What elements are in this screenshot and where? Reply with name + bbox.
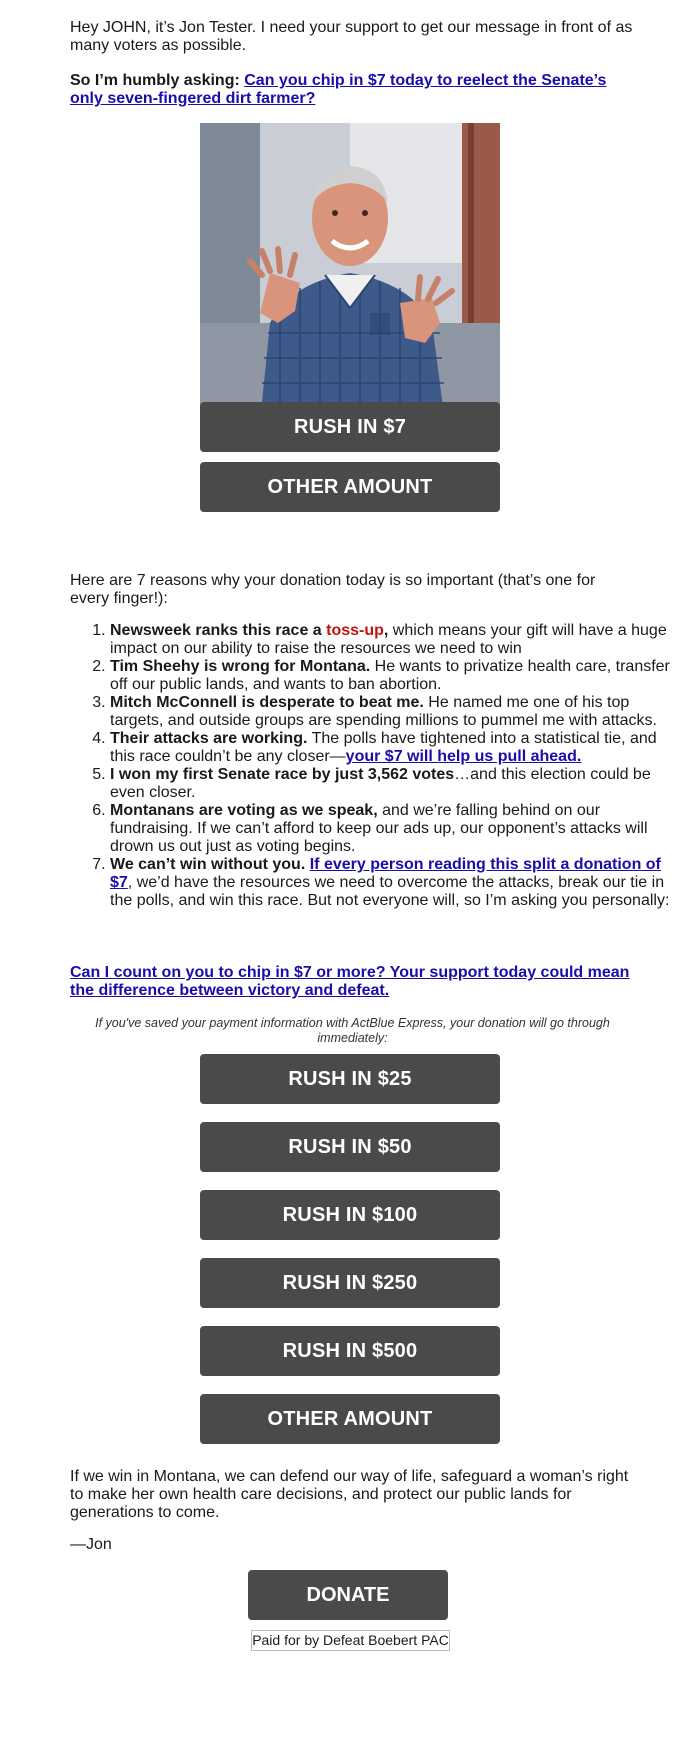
reason-1-text: which means your gift will have a huge impact on our ability to raise the resources we need to win <box>110 622 667 657</box>
reason-item <box>110 730 675 766</box>
reason-5-text: …and this election could be even closer. <box>110 766 651 801</box>
rush-in-50-button[interactable]: RUSH IN $50 <box>200 1122 500 1172</box>
rush-in-100-button[interactable]: RUSH IN $100 <box>200 1190 500 1240</box>
rush-in-7-button[interactable]: RUSH IN $7 <box>200 402 500 452</box>
actblue-express-note: If you've saved your payment information with ActBlue Express, your donation will go through immediately: <box>95 1016 610 1045</box>
reason-4-bold: Their attacks are working. <box>110 730 308 747</box>
reason-item <box>110 694 675 730</box>
candidate-photo-illustration <box>200 123 500 422</box>
donate-button[interactable]: DONATE <box>248 1570 448 1620</box>
intro-paragraph: Hey JOHN, it’s Jon Tester. I need your support to get our message in front of as many voters as possible. <box>70 19 633 54</box>
reason-1-bold-comma: , <box>383 622 389 639</box>
reason-item <box>110 658 675 694</box>
outro-paragraph: If we win in Montana, we can defend our way of life, safeguard a woman’s right to make her own health care decisions, and protect our public lands for generations to come. <box>70 1468 629 1521</box>
reasons-intro: Here are 7 reasons why your donation today is so important (that’s one for every finger!): <box>70 572 596 607</box>
reasons-list <box>70 622 675 910</box>
reason-3-text: He named me one of his top targets, and outside groups are spending millions to pummel me with attacks. <box>110 694 657 729</box>
reason-7-text-after: , we’d have the resources we need to overcome the attacks, break our tie in the polls, and win this race. But not everyone will, so I’m asking you personally: <box>110 874 670 909</box>
count-on-paragraph <box>70 964 635 1000</box>
candidate-photo <box>200 123 500 422</box>
ask-link[interactable]: Can you chip in $7 today to reelect the Senate’s only seven-fingered dirt farmer? <box>70 72 607 107</box>
rush-in-25-button[interactable]: RUSH IN $25 <box>200 1054 500 1104</box>
reason-4-link[interactable]: your $7 will help us pull ahead. <box>345 748 582 765</box>
reason-3-bold: Mitch McConnell is desperate to beat me. <box>110 694 424 711</box>
reason-7-bold: We can’t win without you. <box>110 856 306 873</box>
reason-6-bold: Montanans are voting as we speak, <box>110 802 378 819</box>
paid-for-disclaimer: Paid for by Defeat Boebert PAC <box>251 1630 450 1651</box>
reason-item <box>110 622 675 658</box>
signature: —Jon <box>70 1536 112 1553</box>
reason-item <box>110 802 675 856</box>
reason-1-bold: Newsweek ranks this race a <box>110 622 327 639</box>
reason-5-bold: I won my first Senate race by just 3,562 votes <box>110 766 455 783</box>
reason-1-red: toss-up <box>326 622 384 639</box>
other-amount-button-bottom[interactable]: OTHER AMOUNT <box>200 1394 500 1444</box>
reason-item <box>110 766 675 802</box>
rush-in-250-button[interactable]: RUSH IN $250 <box>200 1258 500 1308</box>
reason-item <box>110 856 675 910</box>
reason-4-text: The polls have tightened into a statistical tie, and this race couldn’t be any closer— <box>110 730 657 765</box>
count-on-link[interactable]: Can I count on you to chip in $7 or more? Your support today could mean the difference between victory and defeat. <box>70 964 630 999</box>
reason-2-text: He wants to privatize health care, transfer off our public lands, and wants to ban abortion. <box>110 658 670 693</box>
reason-2-bold: Tim Sheehy is wrong for Montana. <box>110 658 371 675</box>
reason-7-link[interactable]: If every person reading this split a donation of $7 <box>110 856 661 891</box>
ask-lead: So I’m humbly asking: <box>70 72 245 89</box>
reason-6-text: and we’re falling behind on our fundraising. If we can’t afford to keep our ads up, our opponent’s attacks will drown us out just as voting begins. <box>110 802 648 855</box>
rush-in-500-button[interactable]: RUSH IN $500 <box>200 1326 500 1376</box>
other-amount-button-top[interactable]: OTHER AMOUNT <box>200 462 500 512</box>
ask-paragraph <box>70 72 635 108</box>
